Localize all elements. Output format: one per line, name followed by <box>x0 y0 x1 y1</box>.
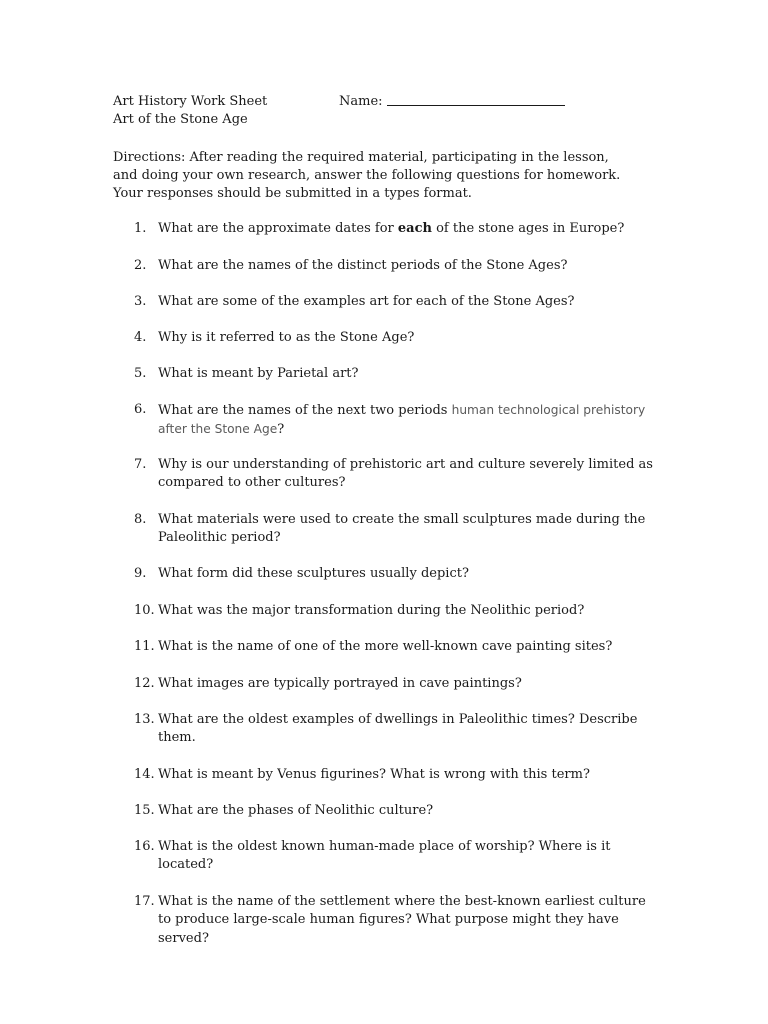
question-number: 11. <box>134 639 155 654</box>
question-text <box>158 401 654 440</box>
question-text: What is meant by Parietal art? <box>158 366 359 381</box>
worksheet-subtitle: Art of the Stone Age <box>113 112 248 127</box>
question-item <box>134 602 654 620</box>
question-item <box>134 220 654 238</box>
question-inserted-text: human technological prehistory after the Stone Age <box>158 403 646 437</box>
question-item <box>134 329 654 347</box>
directions-paragraph: Directions: After reading the required material, participating in the lesson, and doing your own research, answer the following questions for homework. Your responses should be submitted in a types format. <box>113 150 621 202</box>
question-item <box>134 365 654 383</box>
question-text: What materials were used to create the small sculptures made during the Paleolithic period? <box>158 512 646 546</box>
question-item <box>134 766 654 784</box>
question-text-part: What are the approximate dates for <box>158 221 398 236</box>
question-text: What are the phases of Neolithic culture? <box>158 803 434 818</box>
question-text: Why is our understanding of prehistoric art and culture severely limited as compared to other cultures? <box>158 457 653 491</box>
question-number: 4. <box>134 330 147 345</box>
question-number: 6. <box>134 402 147 417</box>
question-number: 9. <box>134 566 147 581</box>
question-number: 15. <box>134 803 155 818</box>
question-number: 12. <box>134 676 155 691</box>
question-item <box>134 511 654 548</box>
question-text: What are some of the examples art for each of the Stone Ages? <box>158 294 575 309</box>
question-text: What is meant by Venus figurines? What is wrong with this term? <box>158 767 590 782</box>
question-text: What was the major transformation during the Neolithic period? <box>158 603 585 618</box>
question-number: 3. <box>134 294 147 309</box>
question-text <box>158 220 654 238</box>
question-number: 7. <box>134 457 147 472</box>
question-text-part: of the stone ages in Europe? <box>431 221 625 236</box>
worksheet-title: Art History Work Sheet <box>113 94 268 109</box>
question-number: 8. <box>134 512 147 527</box>
question-number: 2. <box>134 258 147 273</box>
question-text: Why is it referred to as the Stone Age? <box>158 330 415 345</box>
question-number: 16. <box>134 839 155 854</box>
question-text-part: What are the names of the next two periods <box>158 403 452 418</box>
question-item <box>134 293 654 311</box>
question-text: What is the name of one of the more well-known cave painting sites? <box>158 639 613 654</box>
question-number: 13. <box>134 712 155 727</box>
question-item <box>134 802 654 820</box>
question-number: 17. <box>134 894 155 909</box>
question-item <box>134 711 654 748</box>
question-item <box>134 838 654 875</box>
question-text: What images are typically portrayed in cave paintings? <box>158 676 522 691</box>
question-number: 5. <box>134 366 147 381</box>
question-emphasis: each <box>397 221 432 236</box>
question-text: What is the name of the settlement where the best-known earliest culture to produce large-scale human figures? What purpose might they have served? <box>158 894 646 946</box>
question-item <box>134 401 654 440</box>
question-text: What form did these sculptures usually depict? <box>158 566 469 581</box>
question-item <box>134 456 654 493</box>
question-item <box>134 675 654 693</box>
question-number: 14. <box>134 767 155 782</box>
question-text: What is the oldest known human-made place of worship? Where is it located? <box>158 839 611 873</box>
question-text: What are the oldest examples of dwellings in Paleolithic times? Describe them. <box>158 712 638 746</box>
question-item <box>134 893 654 948</box>
question-text-part: ? <box>277 422 285 438</box>
question-number: 10. <box>134 603 155 618</box>
question-item <box>134 638 654 656</box>
question-item <box>134 257 654 275</box>
question-text: What are the names of the distinct periods of the Stone Ages? <box>158 258 568 273</box>
name-label: Name: <box>339 94 383 109</box>
question-number: 1. <box>134 221 147 236</box>
question-item <box>134 565 654 583</box>
